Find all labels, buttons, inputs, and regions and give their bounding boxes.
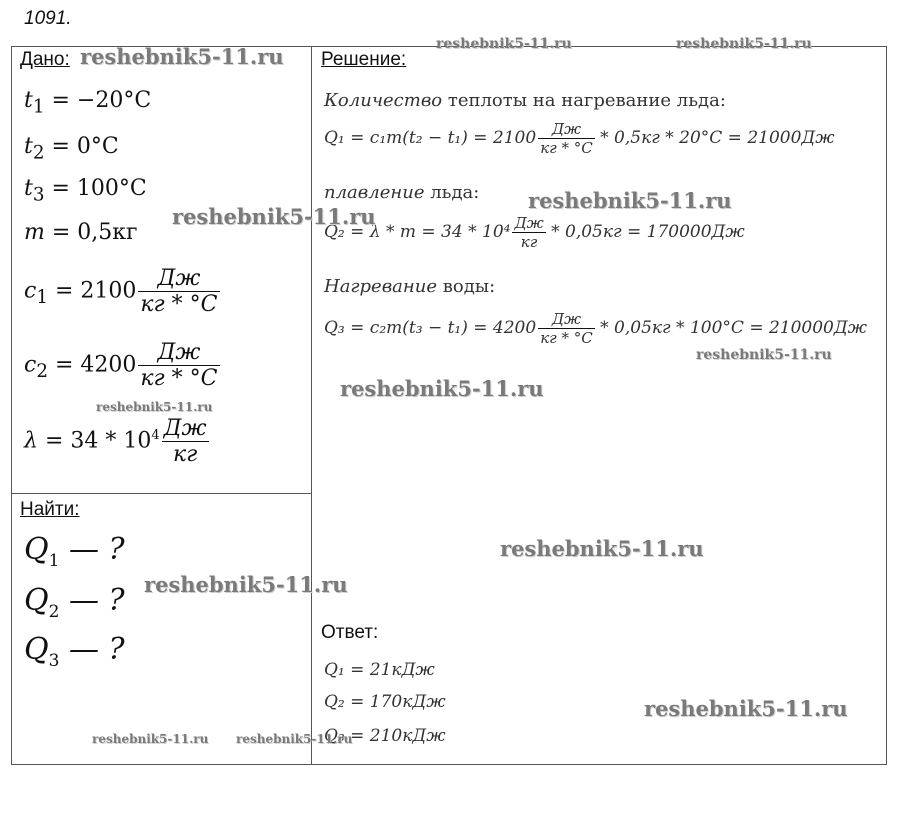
equation-q2: Q₂ = λ * m = 34 * 10⁴ $\frac{Дж}{кг}$ * 0,05кг = 170000Дж — [324, 214, 745, 251]
step2-label: плавление льда: — [324, 182, 480, 203]
given-t1: $t_1 = -20^\circ C$ — [24, 88, 152, 118]
watermark: reshebnik5-11.ru — [92, 732, 209, 746]
given-c2: $c_2 = 4200$ $\frac{Дж}{кг * ^\circ C}$ — [24, 340, 218, 391]
given-mass: m = 0,5кг — [24, 220, 138, 245]
problem-number: 1091. — [24, 8, 72, 29]
watermark: reshebnik5-11.ru — [436, 36, 572, 52]
answer-q2: Q₂ = 170кДж — [324, 692, 446, 712]
given-t2: $t_2 = 0^\circ C$ — [24, 134, 119, 164]
watermark: reshebnik5-11.ru — [236, 732, 353, 746]
find-q1: $Q_1$ — ? — [24, 532, 125, 571]
watermark: reshebnik5-11.ru — [144, 572, 348, 597]
given-header: Дано: — [20, 49, 70, 70]
solution-header: Решение: — [321, 49, 407, 70]
equation-q1: Q₁ = c₁m(t₂ − t₁) = 2100 $\frac{Дж}{кг * ^\circ C}$ * 0,5кг * 20°C = 21000Дж — [324, 120, 835, 157]
find-q2: $Q_2$ — ? — [24, 583, 125, 622]
find-header: Найти: — [20, 499, 80, 520]
given-t3: $t_3 = 100^\circ C$ — [24, 176, 147, 206]
watermark: reshebnik5-11.ru — [500, 536, 704, 561]
watermark: reshebnik5-11.ru — [676, 36, 812, 52]
watermark: reshebnik5-11.ru — [96, 400, 213, 414]
step1-label: Количество теплоты на нагревание льда: — [324, 90, 726, 111]
answer-header: Ответ: — [321, 622, 379, 643]
watermark: reshebnik5-11.ru — [696, 347, 832, 363]
given-c1: $c_1 = 2100$ $\frac{Дж}{кг * ^\circ C}$ — [24, 266, 218, 317]
column-divider — [311, 46, 312, 765]
answer-q1: Q₁ = 21кДж — [324, 660, 435, 680]
watermark: reshebnik5-11.ru — [172, 204, 376, 229]
watermark: reshebnik5-11.ru — [644, 696, 848, 721]
equation-q3: Q₃ = c₂m(t₃ − t₁) = 4200 $\frac{Дж}{кг * ^\circ C}$ * 0,05кг * 100°C = 210000Дж — [324, 310, 868, 347]
step3-label: Нагревание воды: — [324, 276, 496, 297]
row-divider — [11, 493, 312, 494]
find-q3: $Q_3$ — ? — [24, 632, 125, 671]
watermark: reshebnik5-11.ru — [80, 44, 284, 69]
answer-q3: Q₃ = 210кДж — [324, 726, 446, 746]
given-lambda: $\lambda = 34 * 10^4$ $\frac{Дж}{кг}$ — [24, 416, 207, 467]
watermark: reshebnik5-11.ru — [340, 376, 544, 401]
watermark: reshebnik5-11.ru — [528, 188, 732, 213]
